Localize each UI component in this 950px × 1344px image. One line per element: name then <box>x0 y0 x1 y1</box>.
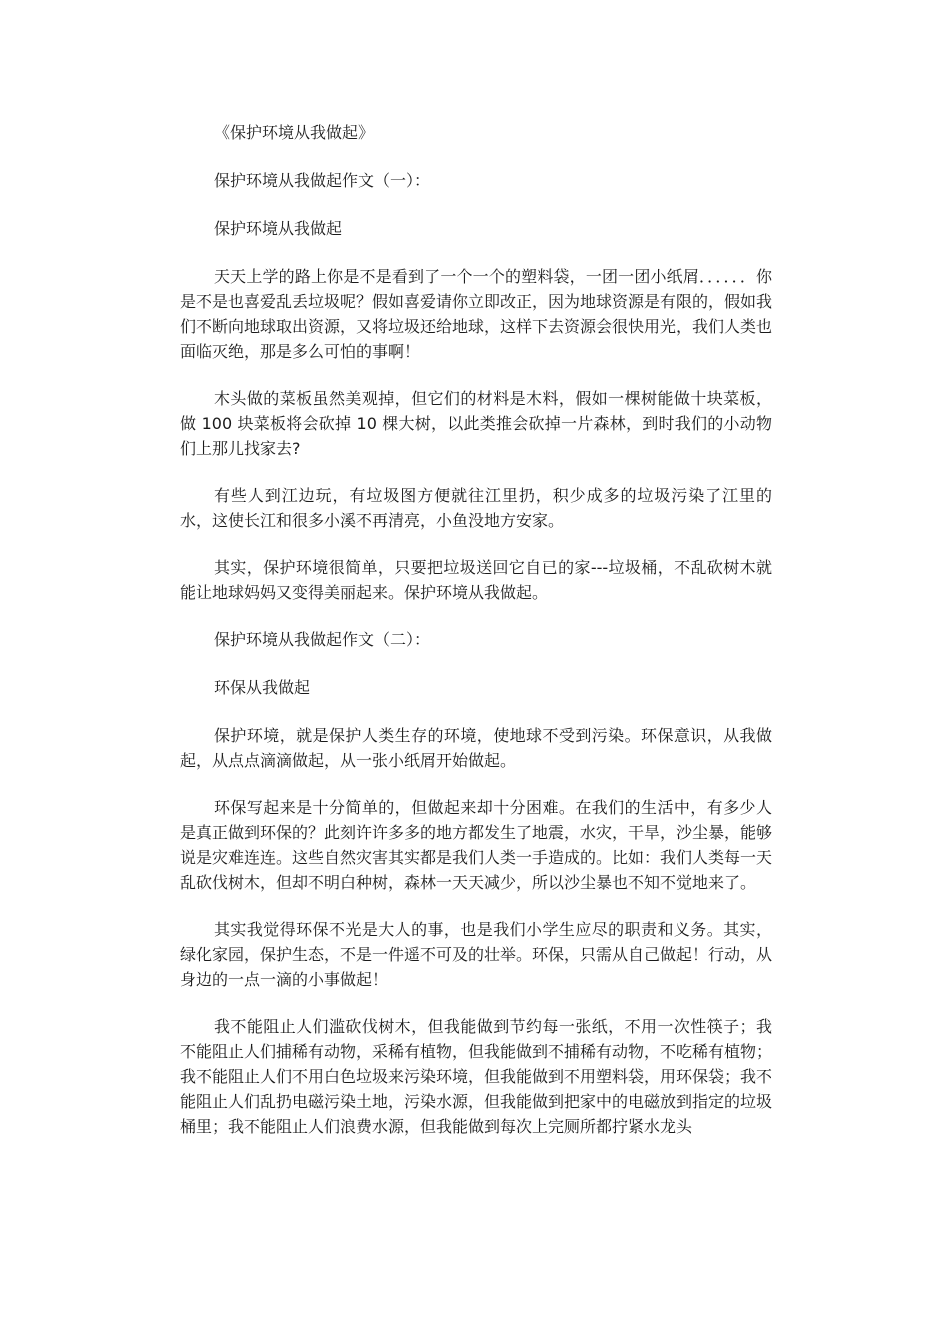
paragraph: 保护环境，就是保护人类生存的环境，使地球不受到污染。环保意识，从我做起，从点点滴滴做起，从一张小纸屑开始做起。 <box>180 726 772 770</box>
section-2-heading: 保护环境从我做起作文（二）： <box>214 630 431 649</box>
paragraph: 木头做的菜板虽然美观掉，但它们的材料是木料，假如一棵树能做十块菜板，做 100 块菜板将会砍掉 10 棵大树，以此类推会砍掉一片森林，到时我们的小动物们上那儿找家去? <box>180 389 772 458</box>
section-1-subtitle: 保护环境从我做起 <box>214 219 343 238</box>
section-1-heading: 保护环境从我做起作文（一）： <box>214 171 431 190</box>
paragraph: 我不能阻止人们滥砍伐树木，但我能做到节约每一张纸，不用一次性筷子；我不能阻止人们捕稀有动物，采稀有植物，但我能做到不捕稀有动物，不吃稀有植物；我不能阻止人们不用白色垃圾来污染环境，但我能做到不用塑料袋，用环保袋；我不能阻止人们乱扔电磁污染土地，污染水源，但我能做到把家中的电磁放到指定的垃圾桶里；我不能阻止人们浪费水源，但我能做到每次上完厕所都拧紧水龙头 <box>180 1017 773 1136</box>
paragraph: 环保写起来是十分简单的，但做起来却十分困难。在我们的生活中，有多少人是真正做到环保的？此刻许许多多的地方都发生了地震，水灾，干旱，沙尘暴，能够说是灾难连连。这些自然灾害其实都是我们人类一手造成的。比如：我们人类每一天乱砍伐树木，但却不明白种树，森林一天天减少，所以沙尘暴也不知不觉地来了。 <box>180 798 773 892</box>
paragraph: 天天上学的路上你是不是看到了一个一个的塑料袋，一团一团小纸屑．．．．．．你是不是也喜爱乱丢垃圾呢？假如喜爱请你立即改正，因为地球资源是有限的，假如我们不断向地球取出资源，又将垃圾还给地球，这样下去资源会很快用光，我们人类也面临灭绝，那是多么可怕的事啊！ <box>180 267 773 361</box>
document-title: 《保护环境从我做起》 <box>214 123 375 142</box>
document-body <box>180 120 772 1161</box>
paragraph: 有些人到江边玩，有垃圾图方便就往江里扔，积少成多的垃圾污染了江里的水，这使长江和很多小溪不再清亮，小鱼没地方安家。 <box>180 486 772 530</box>
section-2-subtitle: 环保从我做起 <box>214 678 311 697</box>
paragraph: 其实我觉得环保不光是大人的事，也是我们小学生应尽的职责和义务。其实，绿化家园，保护生态，不是一件遥不可及的壮举。环保，只需从自己做起！行动，从身边的一点一滴的小事做起！ <box>180 920 773 989</box>
paragraph: 其实，保护环境很简单，只要把垃圾送回它自已的家---垃圾桶，不乱砍树木就能让地球妈妈又变得美丽起来。保护环境从我做起。 <box>180 558 772 602</box>
